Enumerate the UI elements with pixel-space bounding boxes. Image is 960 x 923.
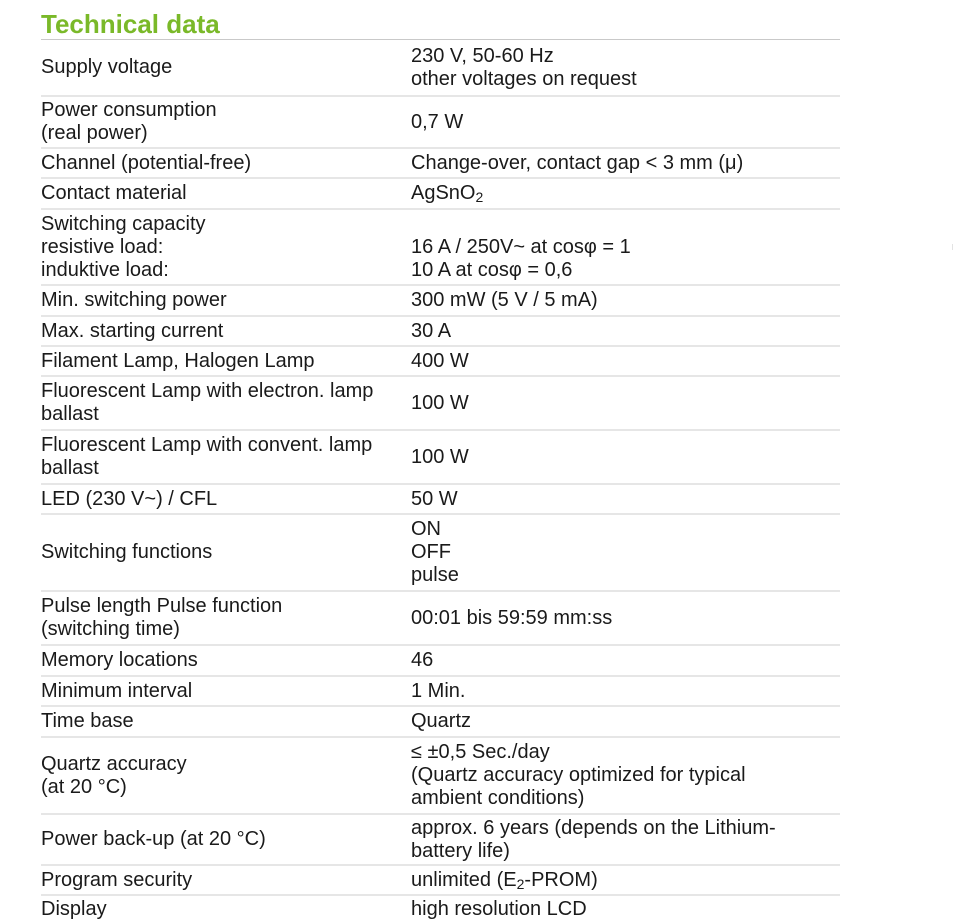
row-value [399, 815, 840, 864]
table-row [41, 515, 840, 592]
row-label [41, 317, 399, 345]
table-row [41, 866, 840, 896]
row-label [41, 97, 399, 147]
row-value [399, 149, 840, 177]
value-line: Change-over, contact gap < 3 mm (μ) [411, 151, 744, 174]
row-value [399, 738, 840, 813]
label-line: Pulse length Pulse function [41, 595, 283, 617]
row-value [399, 485, 840, 513]
row-label [41, 347, 399, 375]
row-value [399, 210, 840, 284]
row-value [399, 179, 840, 208]
value-line: 30 A [411, 319, 452, 342]
label-line: ballast [41, 457, 99, 479]
label-line: Supply voltage [41, 56, 173, 78]
row-value [399, 866, 840, 894]
label-line: Power back-up (at 20 °C) [41, 828, 266, 850]
row-label [41, 515, 399, 590]
table-row [41, 149, 840, 179]
label-line: resistive load: [41, 235, 164, 258]
value-line: approx. 6 years (depends on the Lithium- [411, 816, 776, 839]
value-line: ON [411, 518, 441, 540]
value-line: 300 mW (5 V / 5 mA) [411, 289, 598, 311]
label-line: ballast [41, 403, 99, 425]
value-line: 46 [411, 649, 434, 671]
table-row [41, 707, 840, 738]
row-label [41, 40, 399, 95]
section-title: Technical data [41, 9, 220, 39]
value-line: 1 Min. [411, 679, 466, 702]
row-label [41, 815, 399, 864]
row-label [41, 149, 399, 177]
row-value [399, 677, 840, 705]
row-label [41, 707, 399, 736]
label-line: Switching capacity [41, 212, 206, 235]
value-spacer [411, 213, 840, 236]
label-line: (switching time) [41, 618, 180, 640]
label-line: Min. switching power [41, 289, 227, 311]
row-value [399, 40, 840, 95]
label-line: Channel (potential-free) [41, 151, 252, 174]
value-line: (Quartz accuracy optimized for typical [411, 764, 746, 786]
value-line: 100 W [411, 391, 469, 414]
row-value [399, 377, 840, 429]
row-label [41, 896, 399, 923]
value-line: battery life) [411, 839, 510, 862]
row-label [41, 677, 399, 705]
technical-data-table [41, 40, 840, 923]
table-row [41, 896, 840, 923]
value-line: AgSnO$_2$ [411, 182, 484, 205]
row-label [41, 286, 399, 315]
table-row [41, 317, 840, 347]
table-row [41, 646, 840, 677]
label-line: Switching functions [41, 541, 213, 563]
row-value [399, 286, 840, 315]
value-line: pulse [411, 564, 459, 586]
value-line: ≤ ±0,5 Sec./day [411, 741, 550, 763]
table-row [41, 677, 840, 707]
label-line: LED (230 V~) / CFL [41, 487, 218, 510]
table-row [41, 179, 840, 210]
label-line: Display [41, 898, 107, 920]
value-line: 400 W [411, 349, 469, 372]
value-line: ambient conditions) [411, 787, 585, 809]
label-line: induktive load: [41, 258, 169, 281]
value-line: unlimited $(E_2-PROM)$ [411, 868, 598, 892]
table-row [41, 592, 840, 646]
value-line: 50 W [411, 487, 458, 510]
table-row [41, 485, 840, 515]
value-line: high resolution LCD [411, 898, 587, 920]
value-line: 230 V, 50-60 Hz [411, 44, 554, 67]
table-row [41, 431, 840, 485]
row-label [41, 179, 399, 208]
table-row [41, 40, 840, 97]
row-value [399, 97, 840, 147]
table-row [41, 815, 840, 866]
value-line: 00:01 bis 59:59 mm:ss [411, 606, 613, 629]
label-line: Minimum interval [41, 679, 193, 702]
row-label [41, 646, 399, 675]
table-row [41, 286, 840, 317]
label-line: Program security [41, 868, 193, 891]
value-line: 10 A at cosφ = 0,6 [411, 258, 573, 281]
row-label [41, 866, 399, 894]
label-line: Power consumption [41, 99, 217, 121]
row-label [41, 210, 399, 284]
value-line: 0,7 W [411, 110, 464, 133]
value-line: Quartz [411, 710, 472, 732]
row-value [399, 592, 840, 644]
label-line: (at 20 °C) [41, 775, 127, 798]
label-line: Max. starting current [41, 319, 224, 342]
edge-mark [952, 244, 956, 250]
row-value [399, 707, 840, 736]
table-row [41, 738, 840, 815]
label-line: Filament Lamp, Halogen Lamp [41, 349, 315, 372]
value-line: 16 A / 250V~ at cosφ = 1 [411, 235, 631, 258]
label-line: (real power) [41, 122, 148, 144]
value-line: other voltages on request [411, 67, 637, 90]
table-row [41, 210, 840, 286]
row-label [41, 485, 399, 513]
value-line: OFF [411, 541, 451, 563]
row-label [41, 738, 399, 813]
table-row [41, 377, 840, 431]
row-value [399, 896, 840, 923]
value-line: 100 W [411, 445, 469, 468]
label-line: Fluorescent Lamp with convent. lamp [41, 434, 373, 456]
row-value [399, 347, 840, 375]
label-line: Contact material [41, 182, 187, 204]
row-value [399, 431, 840, 483]
row-label [41, 592, 399, 644]
label-line: Quartz accuracy [41, 752, 187, 775]
label-line: Time base [41, 710, 134, 732]
row-label [41, 431, 399, 483]
table-row [41, 347, 840, 377]
label-line: Fluorescent Lamp with electron. lamp [41, 380, 374, 402]
label-line: Memory locations [41, 649, 198, 671]
row-value [399, 646, 840, 675]
row-label [41, 377, 399, 429]
table-row [41, 97, 840, 149]
row-value [399, 317, 840, 345]
row-value [399, 515, 840, 590]
